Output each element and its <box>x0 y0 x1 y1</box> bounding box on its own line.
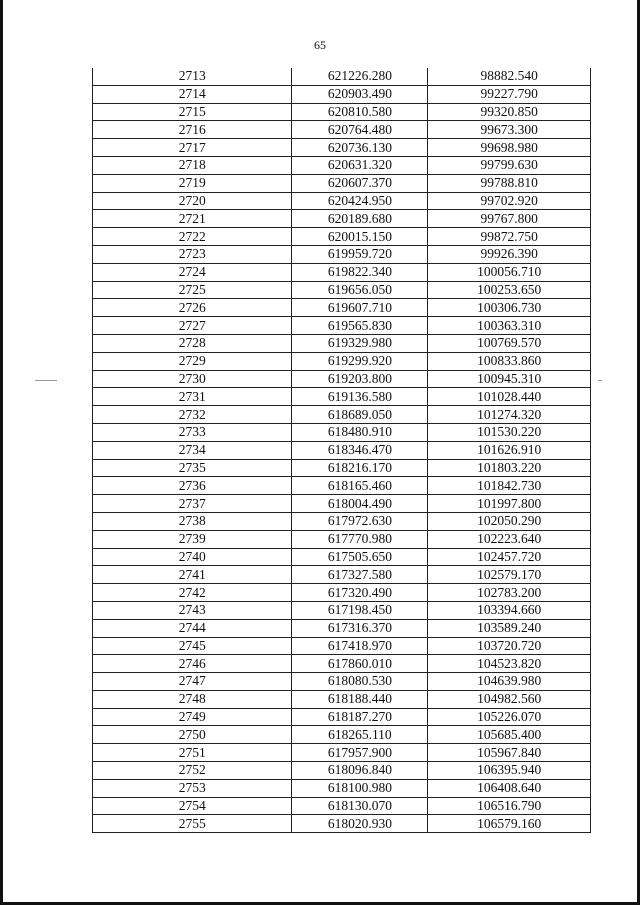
point-number-cell: 2714 <box>93 85 292 103</box>
point-number-cell: 2752 <box>93 762 292 780</box>
table-row <box>93 726 591 744</box>
scan-border-left <box>0 0 3 905</box>
point-number-cell: 2715 <box>93 103 292 121</box>
y-coordinate-cell: 105967.840 <box>428 744 591 762</box>
x-coordinate-cell: 618346.470 <box>292 441 428 459</box>
table-row <box>93 352 591 370</box>
point-number-cell: 2729 <box>93 352 292 370</box>
x-coordinate-cell: 620810.580 <box>292 103 428 121</box>
table-row <box>93 584 591 602</box>
table-row <box>93 210 591 228</box>
table-row <box>93 245 591 263</box>
x-coordinate-cell: 617957.900 <box>292 744 428 762</box>
point-number-cell: 2740 <box>93 548 292 566</box>
table-row <box>93 530 591 548</box>
table-row <box>93 139 591 157</box>
x-coordinate-cell: 618004.490 <box>292 495 428 513</box>
table-row <box>93 708 591 726</box>
y-coordinate-cell: 106516.790 <box>428 797 591 815</box>
table-row <box>93 619 591 637</box>
point-number-cell: 2753 <box>93 779 292 797</box>
point-number-cell: 2755 <box>93 815 292 833</box>
table-row <box>93 263 591 281</box>
x-coordinate-cell: 618216.170 <box>292 459 428 477</box>
table-row <box>93 174 591 192</box>
x-coordinate-cell: 618130.070 <box>292 797 428 815</box>
point-number-cell: 2726 <box>93 299 292 317</box>
point-number-cell: 2725 <box>93 281 292 299</box>
point-number-cell: 2749 <box>93 708 292 726</box>
y-coordinate-cell: 101997.800 <box>428 495 591 513</box>
x-coordinate-cell: 617418.970 <box>292 637 428 655</box>
point-number-cell: 2738 <box>93 512 292 530</box>
point-number-cell: 2732 <box>93 406 292 424</box>
x-coordinate-cell: 618165.460 <box>292 477 428 495</box>
y-coordinate-cell: 106395.940 <box>428 762 591 780</box>
x-coordinate-cell: 620736.130 <box>292 139 428 157</box>
x-coordinate-cell: 620607.370 <box>292 174 428 192</box>
table-row <box>93 762 591 780</box>
y-coordinate-cell: 101626.910 <box>428 441 591 459</box>
point-number-cell: 2741 <box>93 566 292 584</box>
table-row <box>93 815 591 833</box>
x-coordinate-cell: 620903.490 <box>292 85 428 103</box>
y-coordinate-cell: 99698.980 <box>428 139 591 157</box>
point-number-cell: 2718 <box>93 156 292 174</box>
y-coordinate-cell: 100945.310 <box>428 370 591 388</box>
y-coordinate-cell: 104639.980 <box>428 673 591 691</box>
x-coordinate-cell: 621226.280 <box>292 68 428 85</box>
point-number-cell: 2730 <box>93 370 292 388</box>
table-row <box>93 156 591 174</box>
x-coordinate-cell: 618689.050 <box>292 406 428 424</box>
point-number-cell: 2717 <box>93 139 292 157</box>
y-coordinate-cell: 100769.570 <box>428 334 591 352</box>
table-row <box>93 423 591 441</box>
point-number-cell: 2736 <box>93 477 292 495</box>
y-coordinate-cell: 100833.860 <box>428 352 591 370</box>
table-row <box>93 441 591 459</box>
x-coordinate-cell: 618480.910 <box>292 423 428 441</box>
y-coordinate-cell: 100056.710 <box>428 263 591 281</box>
table-row <box>93 103 591 121</box>
table-row <box>93 228 591 246</box>
x-coordinate-cell: 617972.630 <box>292 512 428 530</box>
y-coordinate-cell: 106579.160 <box>428 815 591 833</box>
table-row <box>93 370 591 388</box>
y-coordinate-cell: 101028.440 <box>428 388 591 406</box>
point-number-cell: 2731 <box>93 388 292 406</box>
point-number-cell: 2735 <box>93 459 292 477</box>
x-coordinate-cell: 617327.580 <box>292 566 428 584</box>
table-row <box>93 495 591 513</box>
table-row <box>93 68 591 85</box>
table-row <box>93 673 591 691</box>
x-coordinate-cell: 619565.830 <box>292 317 428 335</box>
x-coordinate-cell: 619299.920 <box>292 352 428 370</box>
coordinates-table <box>92 68 591 833</box>
x-coordinate-cell: 620764.480 <box>292 121 428 139</box>
table-row <box>93 459 591 477</box>
x-coordinate-cell: 618096.840 <box>292 762 428 780</box>
y-coordinate-cell: 98882.540 <box>428 68 591 85</box>
y-coordinate-cell: 100253.650 <box>428 281 591 299</box>
y-coordinate-cell: 104523.820 <box>428 655 591 673</box>
y-coordinate-cell: 103589.240 <box>428 619 591 637</box>
y-coordinate-cell: 103394.660 <box>428 601 591 619</box>
scan-artifact-right <box>598 380 602 381</box>
table-row <box>93 601 591 619</box>
table-row <box>93 566 591 584</box>
y-coordinate-cell: 99926.390 <box>428 245 591 263</box>
table-row <box>93 121 591 139</box>
table-row <box>93 317 591 335</box>
table-row <box>93 655 591 673</box>
y-coordinate-cell: 99788.810 <box>428 174 591 192</box>
point-number-cell: 2751 <box>93 744 292 762</box>
y-coordinate-cell: 103720.720 <box>428 637 591 655</box>
x-coordinate-cell: 618265.110 <box>292 726 428 744</box>
x-coordinate-cell: 619329.980 <box>292 334 428 352</box>
table-row <box>93 548 591 566</box>
y-coordinate-cell: 102223.640 <box>428 530 591 548</box>
x-coordinate-cell: 617316.370 <box>292 619 428 637</box>
y-coordinate-cell: 99872.750 <box>428 228 591 246</box>
page-number: 65 <box>314 38 326 52</box>
x-coordinate-cell: 619959.720 <box>292 245 428 263</box>
point-number-cell: 2722 <box>93 228 292 246</box>
table-row <box>93 744 591 762</box>
x-coordinate-cell: 619822.340 <box>292 263 428 281</box>
point-number-cell: 2754 <box>93 797 292 815</box>
point-number-cell: 2748 <box>93 690 292 708</box>
point-number-cell: 2721 <box>93 210 292 228</box>
table-row <box>93 334 591 352</box>
point-number-cell: 2745 <box>93 637 292 655</box>
table-row <box>93 779 591 797</box>
y-coordinate-cell: 99702.920 <box>428 192 591 210</box>
x-coordinate-cell: 620189.680 <box>292 210 428 228</box>
point-number-cell: 2733 <box>93 423 292 441</box>
x-coordinate-cell: 619203.800 <box>292 370 428 388</box>
point-number-cell: 2728 <box>93 334 292 352</box>
table-row <box>93 406 591 424</box>
x-coordinate-cell: 618100.980 <box>292 779 428 797</box>
y-coordinate-cell: 104982.560 <box>428 690 591 708</box>
x-coordinate-cell: 618080.530 <box>292 673 428 691</box>
x-coordinate-cell: 619136.580 <box>292 388 428 406</box>
x-coordinate-cell: 617198.450 <box>292 601 428 619</box>
scan-artifact-left <box>35 380 57 381</box>
point-number-cell: 2750 <box>93 726 292 744</box>
point-number-cell: 2734 <box>93 441 292 459</box>
x-coordinate-cell: 618020.930 <box>292 815 428 833</box>
y-coordinate-cell: 99799.630 <box>428 156 591 174</box>
coordinates-table-body <box>93 68 591 833</box>
table-row <box>93 299 591 317</box>
table-row <box>93 281 591 299</box>
y-coordinate-cell: 105685.400 <box>428 726 591 744</box>
x-coordinate-cell: 617505.650 <box>292 548 428 566</box>
point-number-cell: 2713 <box>93 68 292 85</box>
y-coordinate-cell: 99320.850 <box>428 103 591 121</box>
y-coordinate-cell: 99227.790 <box>428 85 591 103</box>
x-coordinate-cell: 619656.050 <box>292 281 428 299</box>
y-coordinate-cell: 101842.730 <box>428 477 591 495</box>
table-row <box>93 388 591 406</box>
table-row <box>93 637 591 655</box>
x-coordinate-cell: 617320.490 <box>292 584 428 602</box>
point-number-cell: 2716 <box>93 121 292 139</box>
table-row <box>93 512 591 530</box>
y-coordinate-cell: 101803.220 <box>428 459 591 477</box>
point-number-cell: 2742 <box>93 584 292 602</box>
point-number-cell: 2744 <box>93 619 292 637</box>
x-coordinate-cell: 620424.950 <box>292 192 428 210</box>
x-coordinate-cell: 618187.270 <box>292 708 428 726</box>
x-coordinate-cell: 620015.150 <box>292 228 428 246</box>
y-coordinate-cell: 101530.220 <box>428 423 591 441</box>
x-coordinate-cell: 617770.980 <box>292 530 428 548</box>
y-coordinate-cell: 99767.800 <box>428 210 591 228</box>
table-row <box>93 192 591 210</box>
table-row <box>93 690 591 708</box>
point-number-cell: 2720 <box>93 192 292 210</box>
point-number-cell: 2739 <box>93 530 292 548</box>
y-coordinate-cell: 99673.300 <box>428 121 591 139</box>
y-coordinate-cell: 100363.310 <box>428 317 591 335</box>
point-number-cell: 2719 <box>93 174 292 192</box>
point-number-cell: 2727 <box>93 317 292 335</box>
point-number-cell: 2746 <box>93 655 292 673</box>
y-coordinate-cell: 102050.290 <box>428 512 591 530</box>
table-row <box>93 85 591 103</box>
x-coordinate-cell: 619607.710 <box>292 299 428 317</box>
x-coordinate-cell: 618188.440 <box>292 690 428 708</box>
point-number-cell: 2723 <box>93 245 292 263</box>
point-number-cell: 2737 <box>93 495 292 513</box>
point-number-cell: 2743 <box>93 601 292 619</box>
y-coordinate-cell: 100306.730 <box>428 299 591 317</box>
y-coordinate-cell: 102783.200 <box>428 584 591 602</box>
y-coordinate-cell: 105226.070 <box>428 708 591 726</box>
point-number-cell: 2747 <box>93 673 292 691</box>
table-row <box>93 477 591 495</box>
y-coordinate-cell: 102457.720 <box>428 548 591 566</box>
y-coordinate-cell: 106408.640 <box>428 779 591 797</box>
y-coordinate-cell: 102579.170 <box>428 566 591 584</box>
x-coordinate-cell: 620631.320 <box>292 156 428 174</box>
point-number-cell: 2724 <box>93 263 292 281</box>
table-row <box>93 797 591 815</box>
y-coordinate-cell: 101274.320 <box>428 406 591 424</box>
x-coordinate-cell: 617860.010 <box>292 655 428 673</box>
